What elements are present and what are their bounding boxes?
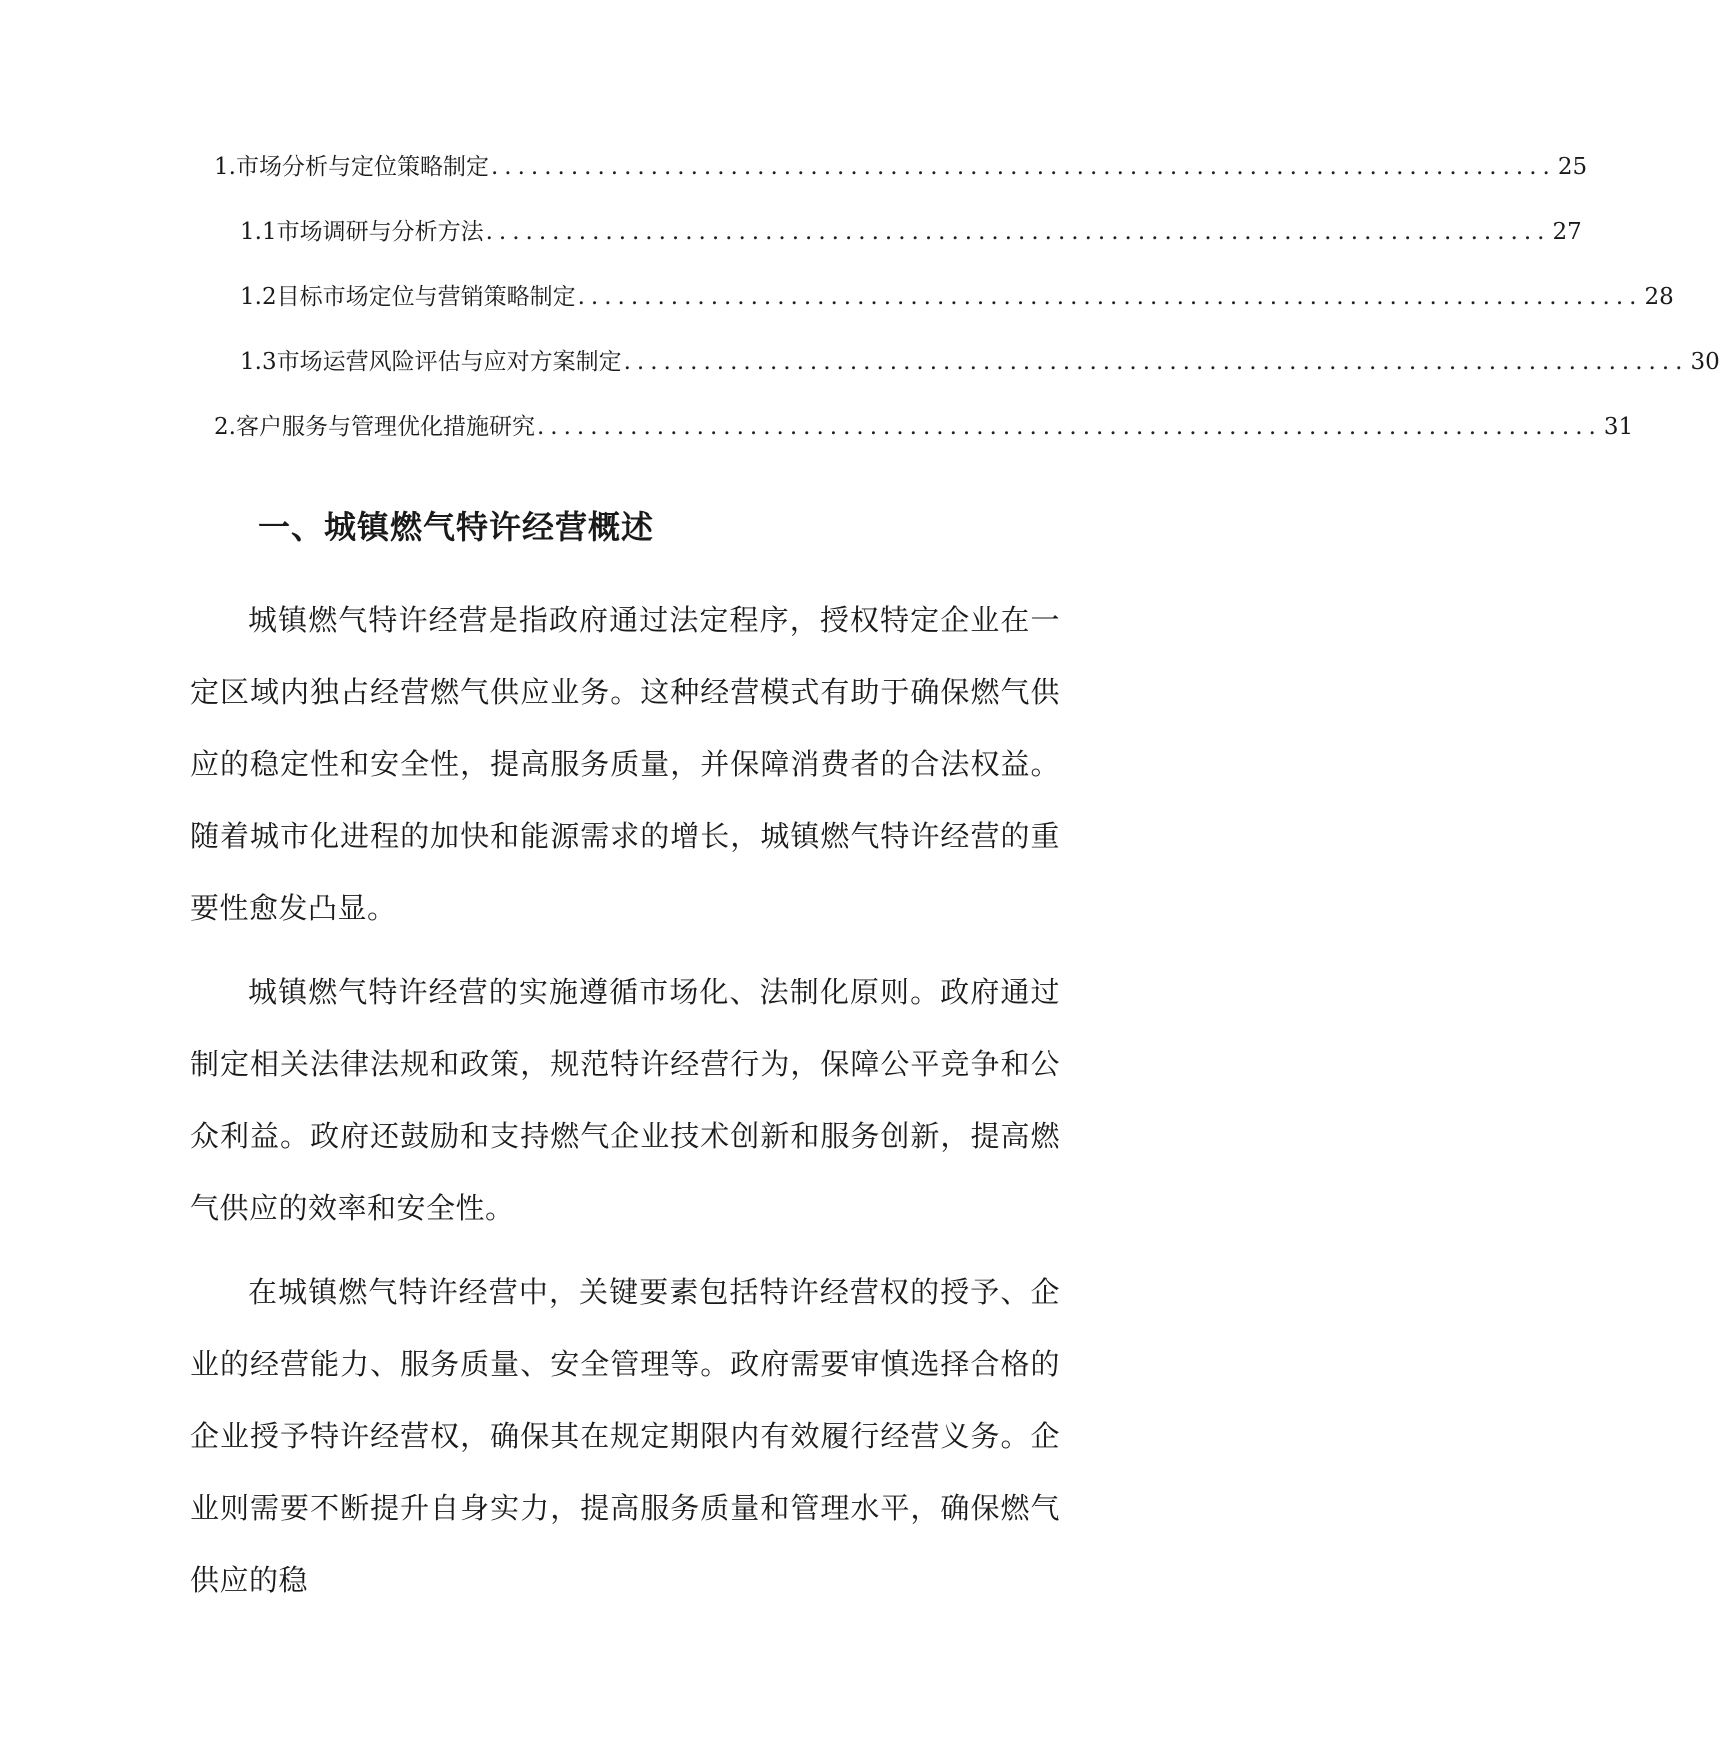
toc-dot-leader: ................................................................................ [577,284,1643,310]
toc-dot-leader: ................................................................................ [490,154,1556,180]
toc-dot-leader: ................................................................................ [485,219,1551,245]
toc-entry-page: 27 [1552,219,1582,245]
toc-entry-number: 1.3 [240,349,277,375]
toc-entry-title: 市场分析与定位策略制定 [235,154,489,180]
body-paragraph-1: 城镇燃气特许经营是指政府通过法定程序，授权特定企业在一定区域内独占经营燃气供应业务。这种经营模式有助于确保燃气供应的稳定性和安全性，提高服务质量，并保障消费者的合法权益。随着城市化进程的加快和能源需求的增长，城镇燃气特许经营的重要性愈发凸显。 [190,603,1060,925]
toc-entry-number: 2. [214,414,236,440]
toc-entry-page: 25 [1557,154,1588,180]
toc-entry-number: 1.1 [240,219,277,245]
body-paragraph-2: 城镇燃气特许经营的实施遵循市场化、法制化原则。政府通过制定相关法律法规和政策，规范特许经营行为，保障公平竞争和公众利益。政府还鼓励和支持燃气企业技术创新和服务创新，提高燃气供应的效率和安全性。 [190,975,1060,1225]
toc-entry-1-1[interactable] [240,217,1582,247]
toc-entry-1-3[interactable] [240,347,1720,377]
toc-entry-number: 1.2 [240,284,277,310]
toc-entry-page: 31 [1603,414,1634,440]
toc-entry-title: 市场调研与分析方法 [276,219,484,245]
toc-dot-leader: ................................................................................ [623,349,1689,375]
toc-entry-title: 目标市场定位与营销策略制定 [276,284,576,310]
toc-dot-leader: ................................................................................ [536,414,1602,440]
toc-entry-number: 1. [214,154,236,180]
toc-entry-2[interactable] [214,412,1634,442]
toc-entry-title: 市场运营风险评估与应对方案制定 [276,349,622,375]
toc-entry-page: 28 [1644,284,1674,310]
toc-entry-1[interactable] [214,152,1588,182]
toc-entry-page: 30 [1690,349,1720,375]
body-paragraph-3: 在城镇燃气特许经营中，关键要素包括特许经营权的授予、企业的经营能力、服务质量、安全管理等。政府需要审慎选择合格的企业授予特许经营权，确保其在规定期限内有效履行经营义务。企业则需要不断提升自身实力，提高服务质量和管理水平，确保燃气供应的稳 [190,1275,1060,1597]
section-heading: 一、城镇燃气特许经营概述 [258,508,655,546]
toc-entry-title: 客户服务与管理优化措施研究 [235,414,535,440]
toc-entry-1-2[interactable] [240,282,1674,312]
